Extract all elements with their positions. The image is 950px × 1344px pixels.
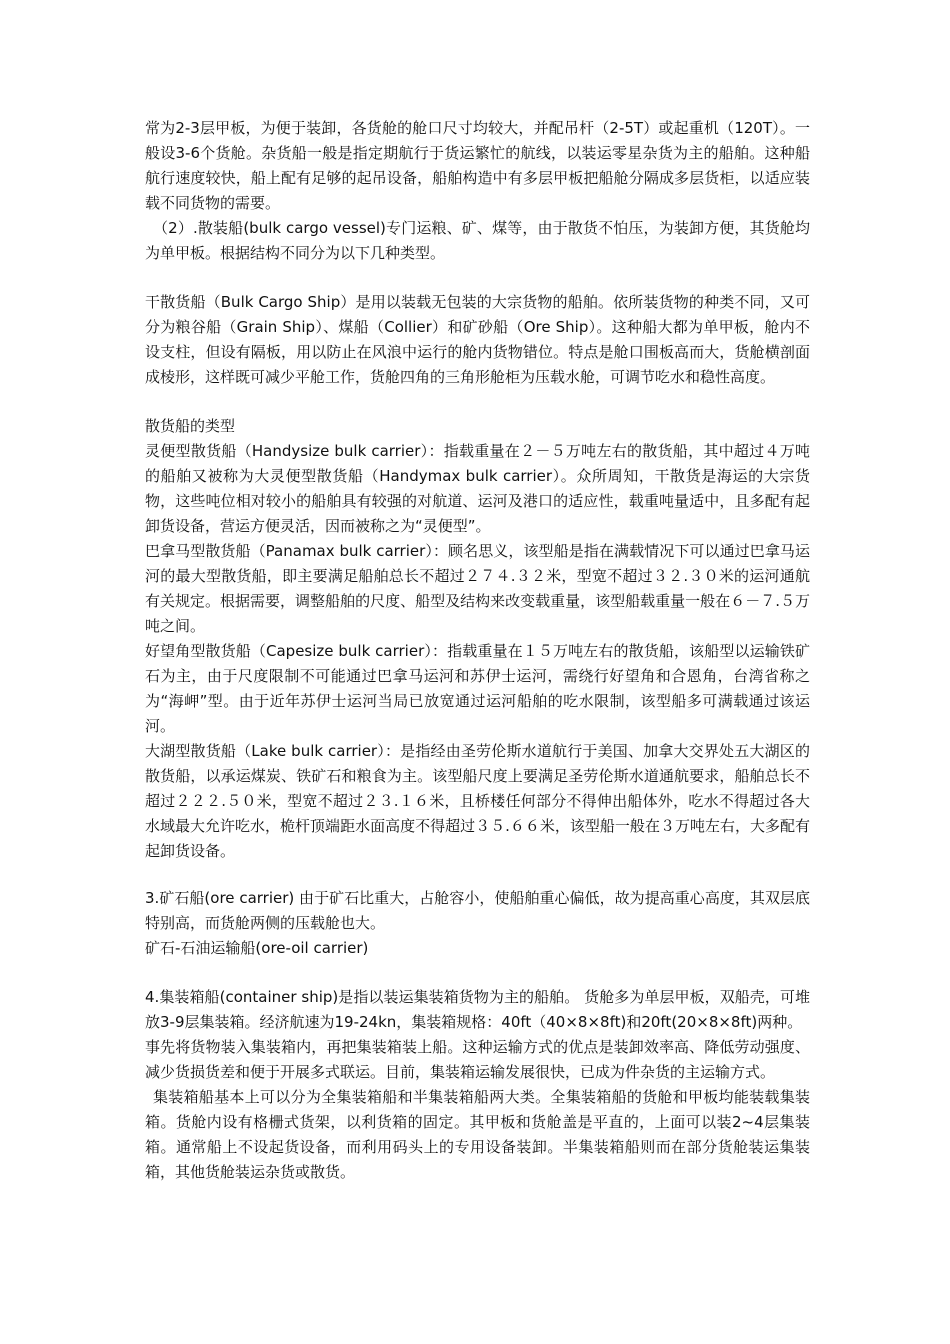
paragraph-panamax: 巴拿马型散货船（Panamax bulk carrier）：顾名思义，该型船是指在满载情况下可以通过巴拿马运河的最大型散货船，即主要满足船舶总长不超过２７４.３２米，型宽不超过３２.３０米的运河通航有关规定。根据需要，调整船舶的尺度、船型及结构来改变载重量，该型船载重量一般在６－７.５万吨之间。	[145, 542, 810, 635]
paragraph-spacer	[145, 961, 810, 985]
paragraph-container-ship: 4.集装箱船(container ship)是指以装运集装箱货物为主的船舶。 货舱多为单层甲板，双船壳，可堆放3-9层集装箱。经济航速为19-24kn，集装箱规格：40ft（40×8×8ft)和20ft(20×8×8ft)两种。	[145, 988, 810, 1031]
paragraph-container-transport: 事先将货物装入集装箱内，再把集装箱装上船。这种运输方式的优点是装卸效率高、降低劳动强度、减少货损货差和便于开展多式联运。目前，集装箱运输发展很快，已成为件杂货的主运输方式。	[145, 1038, 810, 1081]
paragraph-bulk-cargo-vessel: （2）.散装船(bulk cargo vessel)专门运粮、矿、煤等，由于散货不怕压，为装卸方便，其货舱均为单甲板。根据结构不同分为以下几种类型。	[145, 219, 810, 262]
paragraph-dry-bulk-ship: 干散货船（Bulk Cargo Ship）是用以装载无包装的大宗货物的船舶。依所装货物的种类不同，又可分为粮谷船（Grain Ship）、煤船（Collier）和矿砂船（Ore Ship）。这种船大都为单甲板，舱内不设支柱，但设有隔板，用以防止在风浪中运行的舱内货物错位。特点是舱口围板高而大，货舱横剖面成棱形，这样既可减少平舱工作，货舱四角的三角形舱柜为压载水舱，可调节吃水和稳性高度。	[145, 293, 810, 386]
paragraph-capesize: 好望角型散货船（Capesize bulk carrier）：指载重量在１５万吨左右的散货船，该船型以运输铁矿石为主，由于尺度限制不可能通过巴拿马运河和苏伊士运河，需绕行好望角和合恩角，台湾省称之为“海岬”型。由于近年苏伊士运河当局已放宽通过运河船舶的吃水限制，该型船多可满载通过该运河。	[145, 642, 810, 735]
paragraph-spacer	[145, 390, 810, 414]
paragraph-handysize: 灵便型散货船（Handysize bulk carrier）：指载重量在２－５万吨左右的散货船，其中超过４万吨的船舶又被称为大灵便型散货船（Handymax bulk carrier）。众所周知，干散货是海运的大宗货物，这些吨位相对较小的船舶具有较强的对航道、运河及港口的适应性，载重吨量适中，且多配有起卸货设备，营运方便灵活，因而被称之为“灵便型”。	[145, 442, 810, 535]
section-heading-bulk-types: 散货船的类型	[145, 417, 236, 435]
paragraph-spacer	[145, 266, 810, 290]
paragraph-ore-oil-carrier: 矿石-石油运输船(ore-oil carrier)	[145, 939, 369, 957]
paragraph-container-types: 集装箱船基本上可以分为全集装箱船和半集装箱船两大类。全集装箱船的货舱和甲板均能装载集装箱。货舱内设有格栅式货架，以利货箱的固定。其甲板和货舱盖是平直的，上面可以装2~4层集装箱。通常船上不设起货设备，而利用码头上的专用设备装卸。半集装箱船则而在部分货舱装运集装箱，其他货舱装运杂货或散货。	[145, 1088, 810, 1181]
paragraph-spacer	[145, 864, 810, 886]
document-page	[145, 116, 810, 1185]
paragraph-lake-bulk: 大湖型散货船（Lake bulk carrier）：是指经由圣劳伦斯水道航行于美国、加拿大交界处五大湖区的散货船，以承运煤炭、铁矿石和粮食为主。该型船尺度上要满足圣劳伦斯水道通航要求，船舶总长不超过２２２.５０米，型宽不超过２３.１６米，且桥楼任何部分不得伸出船体外，吃水不得超过各大水域最大允许吃水，桅杆顶端距水面高度不得超过３５.６６米，该型船一般在３万吨左右，大多配有起卸货设备。	[145, 742, 810, 860]
paragraph-general-cargo: 常为2-3层甲板，为便于装卸，各货舱的舱口尺寸均较大，并配吊杆（2-5T）或起重机（120T）。一般设3-6个货舱。杂货船一般是指定期航行于货运繁忙的航线，以装运零星杂货为主的船舶。这种船航行速度较快，船上配有足够的起吊设备，船舶构造中有多层甲板把船舱分隔成多层货柜，以适应装载不同货物的需要。	[145, 119, 810, 212]
paragraph-ore-carrier: 3.矿石船(ore carrier) 由于矿石比重大，占舱容小，使船舶重心偏低，故为提高重心高度，其双层底特别高，而货舱两侧的压载舱也大。	[145, 889, 810, 932]
